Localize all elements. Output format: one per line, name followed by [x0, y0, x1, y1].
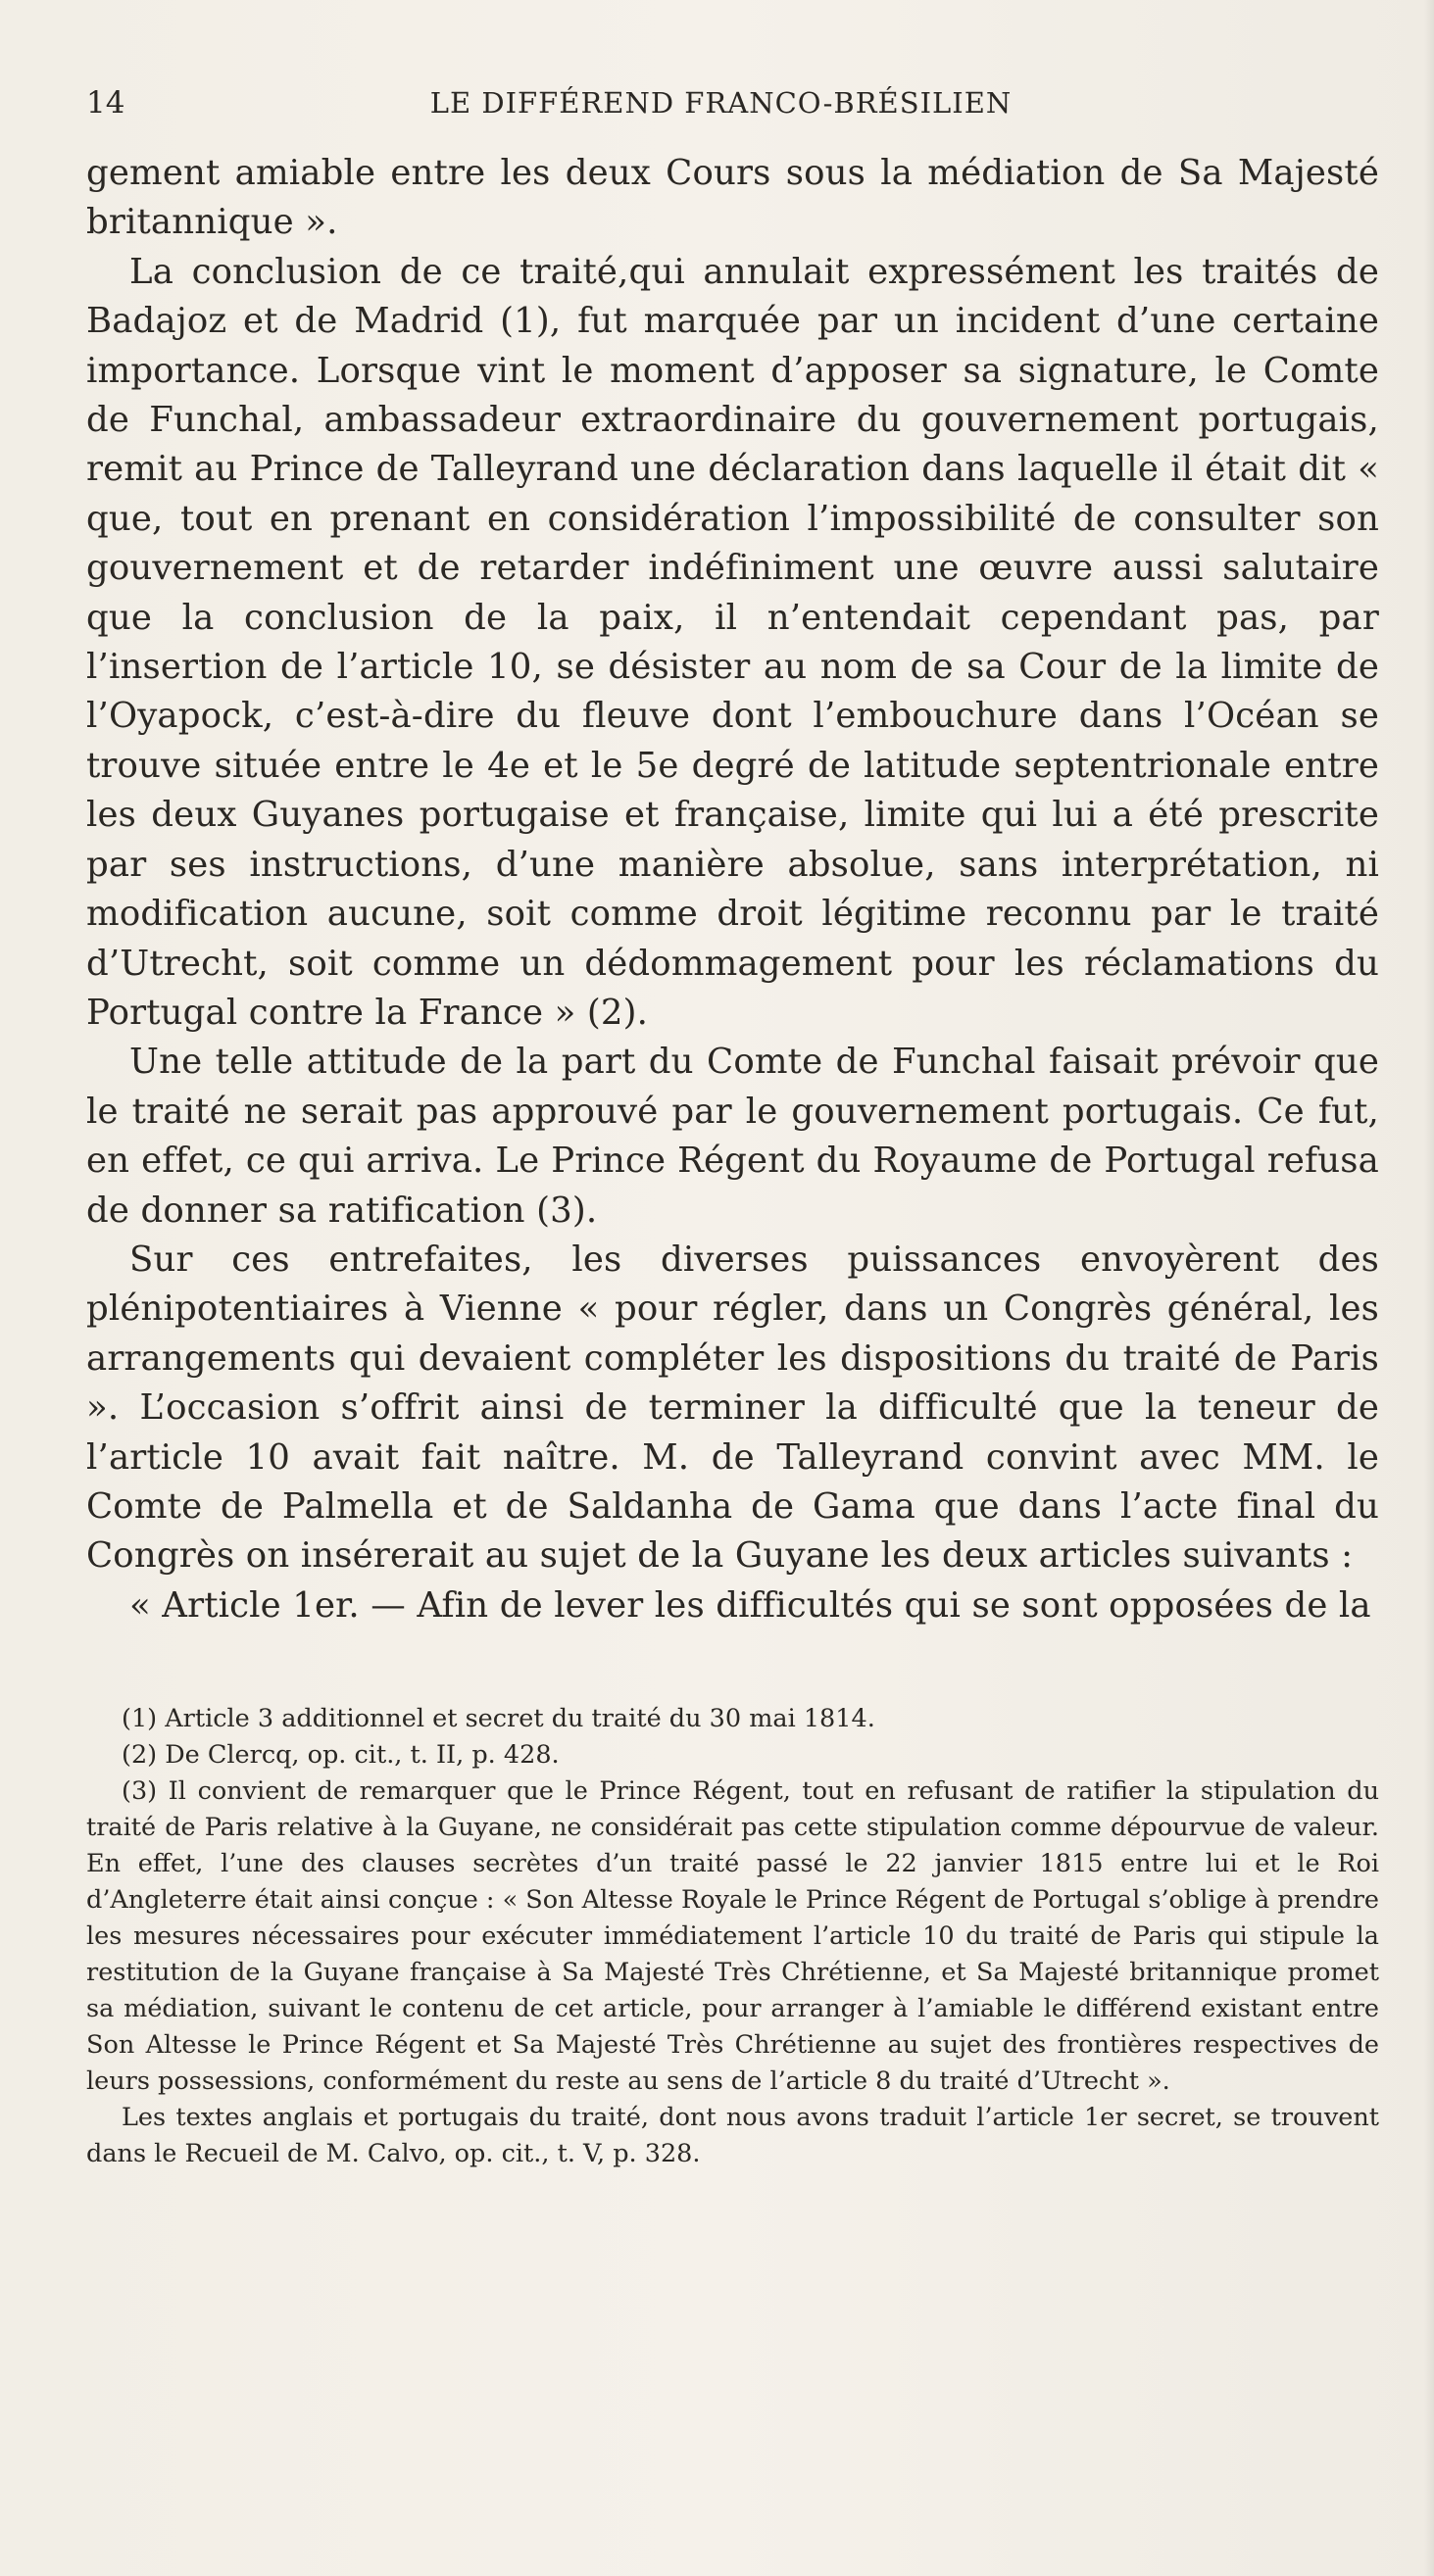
page-number: 14 — [86, 85, 125, 121]
paragraph-continuation: gement amiable entre les deux Cours sous la médiation de Sa Majesté britannique ». — [86, 153, 1379, 243]
paragraph-treaty-conclusion: La conclusion de ce traité,qui annulait expressément les traités de Badajoz et de Madrid (1), fut marquée par un incident d’une certaine importance. Lorsque vint le moment d’apposer sa signature, le Comte de Funchal, ambassadeur extraordinaire du gouvernement portugais, remit au Prince de Talleyrand une déclaration dans laquelle il était dit « que, tout en prenant en considération l’impossibilité de consulter son gouvernement et de retarder indéfiniment une œuvre aussi salutaire que la conclusion de la paix, il n’entendait cependant pas, par l’insertion de l’article 10, se désister au nom de sa Cour de la limite de l’Oyapock, c’est-à-dire du fleuve dont l’embouchure dans l’Océan se trouve située entre le 4e et le 5e degré de latitude septentrionale entre les deux Guyanes portugaise et française, limite qui lui a été prescrite par ses instructions, d’une manière absolue, sans interprétation, ni modification aucune, soit comme droit légitime reconnu par le traité d’Utrecht, soit comme un dédommagement pour les réclamations du Portugal contre la France » (2). — [86, 251, 1379, 1033]
running-title: LE DIFFÉREND FRANCO-BRÉSILIEN — [429, 86, 1013, 120]
page-header — [86, 82, 1356, 131]
footnotes — [86, 1701, 1379, 2172]
footnote-3: (3) Il convient de remarquer que le Prince Régent, tout en refusant de ratifier la stipulation du traité de Paris relative à la Guyane, ne considérait pas cette stipulation comme dépourvue de valeur. En effet, l’une des clauses secrètes d’un traité passé le 22 janvier 1815 entre lui et le Roi d’Angleterre était ainsi conçue : « Son Altesse Royale le Prince Régent de Portugal s’oblige à prendre les mesures nécessaires pour exécuter immédiatement l’article 10 du traité de Paris qui stipule la restitution de la Guyane française à Sa Majesté Très Chrétienne, et Sa Majesté britannique promet sa médiation, suivant le contenu de cet article, pour arranger à l’amiable le différend existant entre Son Altesse le Prince Régent et Sa Majesté Très Chrétienne au sujet des frontières respectives de leurs possessions, conformément du reste au sens de l’article 8 du traité d’Utrecht ». — [86, 1776, 1379, 2096]
paragraph-vienna-congress: Sur ces entrefaites, les diverses puissances envoyèrent des plénipotentiaires à Vienne « pour régler, dans un Congrès général, les arrangements qui devaient compléter les dispositions du traité de Paris ». L’occasion s’offrit ainsi de terminer la difficulté que la teneur de l’article 10 avait fait naître. M. de Talleyrand convint avec MM. le Comte de Palmella et de Saldanha de Gama que dans l’acte final du Congrès on insérerait au sujet de la Guyane les deux articles suivants : — [86, 1239, 1379, 1577]
page-edge-shadow — [1424, 0, 1434, 2576]
paragraph-article-1: « Article 1er. — Afin de lever les difficultés qui se sont opposées de la — [129, 1584, 1371, 1626]
main-text — [86, 149, 1379, 1630]
footnote-3-continued: Les textes anglais et portugais du traité, dont nous avons traduit l’article 1er secret, se trouvent dans le Recueil de M. Calvo, op. cit., t. V, p. 328. — [86, 2103, 1379, 2168]
footnote-2: (2) De Clercq, op. cit., t. II, p. 428. — [122, 1740, 560, 1770]
footnote-1: (1) Article 3 additionnel et secret du traité du 30 mai 1814. — [122, 1704, 875, 1733]
paragraph-funchal-attitude: Une telle attitude de la part du Comte de Funchal faisait prévoir que le traité ne serait pas approuvé par le gouvernement portugais. Ce fut, en effet, ce qui arriva. Le Prince Régent du Royaume de Portugal refusa de donner sa ratification (3). — [86, 1042, 1379, 1231]
